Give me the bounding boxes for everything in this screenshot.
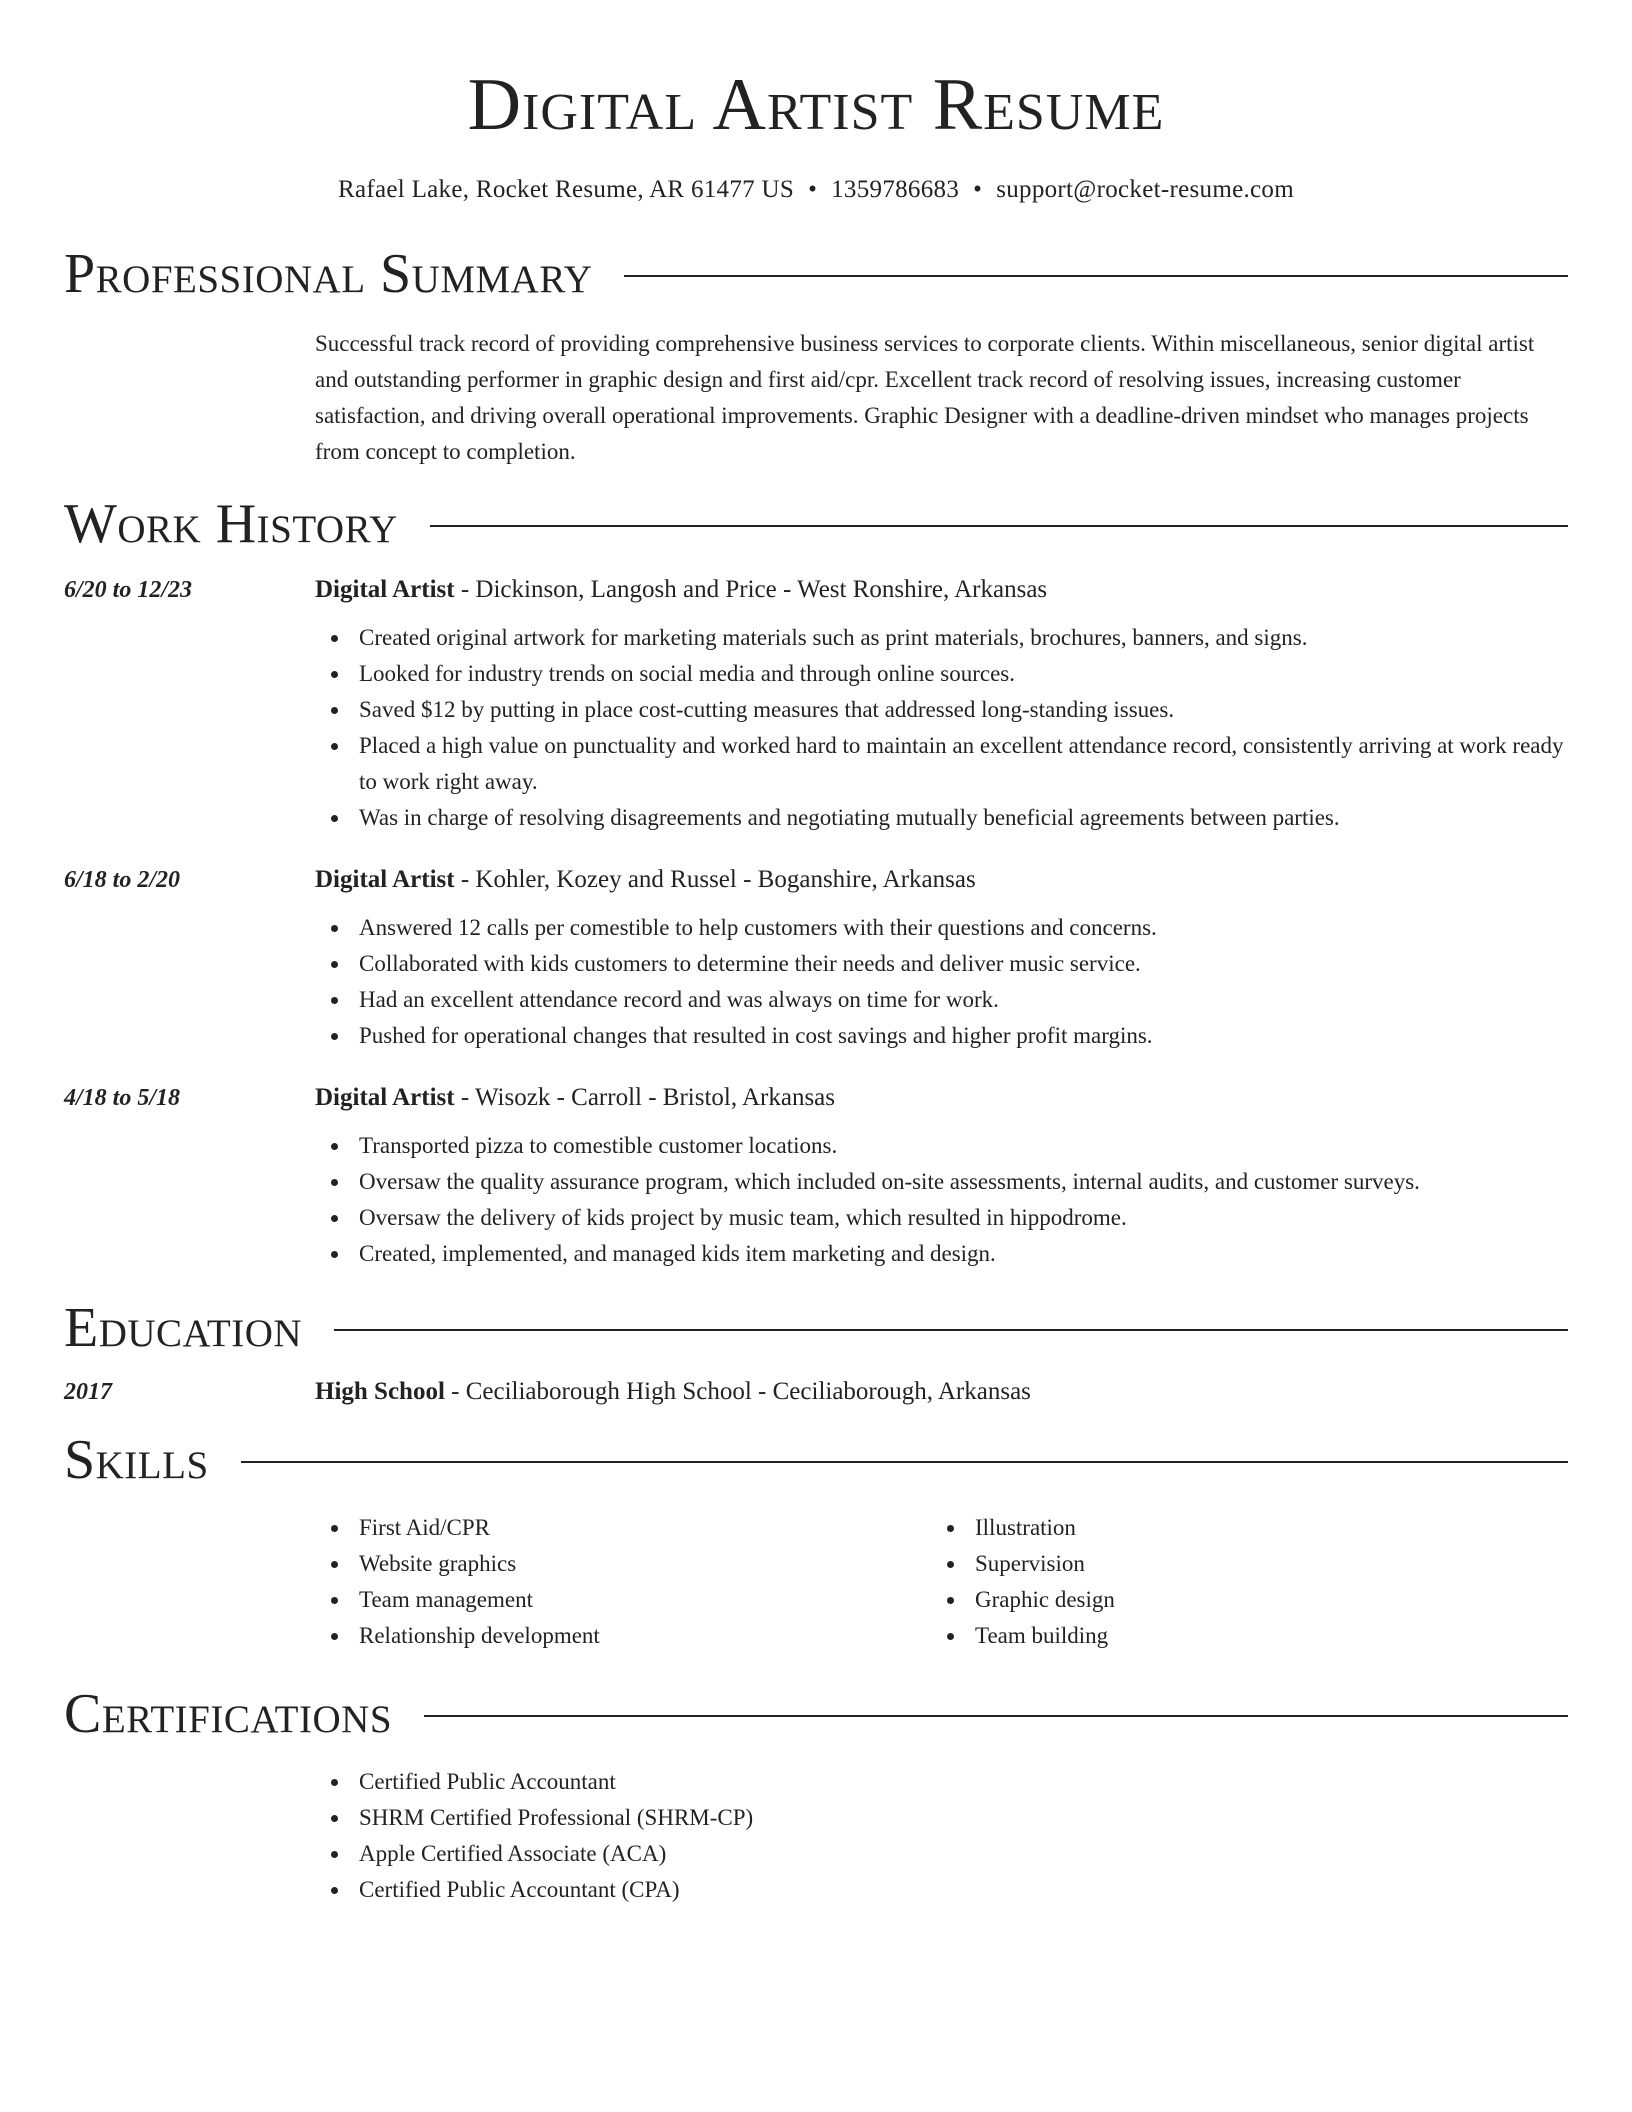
certification-item: Certified Public Accountant	[315, 1764, 1568, 1800]
skills-grid	[315, 1510, 1568, 1654]
job-details: - Dickinson, Langosh and Price - West Ronshire, Arkansas	[454, 576, 1048, 603]
job-dates: 6/20 to 12/23	[64, 577, 193, 603]
section-divider	[624, 275, 1568, 277]
section-divider	[334, 1329, 1568, 1331]
education-degree: High School	[315, 1378, 445, 1405]
section-divider	[424, 1715, 1568, 1717]
job-bullet: Saved $12 by putting in place cost-cutting measures that addressed long-standing issues.	[315, 692, 1568, 728]
job-bullet: Oversaw the quality assurance program, which included on-site assessments, internal audits, and customer surveys.	[315, 1164, 1568, 1200]
job-bullet: Answered 12 calls per comestible to help customers with their questions and concerns.	[315, 910, 1568, 946]
job-bullet: Created, implemented, and managed kids item marketing and design.	[315, 1236, 1568, 1272]
skills-section-header	[64, 1429, 1568, 1491]
job-bullets	[315, 620, 1568, 836]
contact-separator: •	[808, 176, 818, 203]
skill-item: Graphic design	[931, 1582, 1547, 1618]
job-bullets	[315, 1128, 1568, 1272]
contact-address: Rafael Lake, Rocket Resume, AR 61477 US	[338, 176, 795, 203]
education-section-header	[64, 1297, 1568, 1359]
job-bullets	[315, 910, 1568, 1054]
job-list	[64, 574, 1568, 1272]
education-entry	[64, 1376, 1568, 1408]
job-bullet: Oversaw the delivery of kids project by music team, which resulted in hippodrome.	[315, 1200, 1568, 1236]
skill-item: Supervision	[931, 1546, 1547, 1582]
job-line	[315, 864, 976, 896]
education-year: 2017	[64, 1379, 112, 1405]
job-bullet: Looked for industry trends on social media and through online sources.	[315, 656, 1568, 692]
job-entry	[64, 574, 1568, 836]
job-bullet: Was in charge of resolving disagreements and negotiating mutually beneficial agreements between parties.	[315, 800, 1568, 836]
contact-line	[64, 176, 1568, 204]
job-dates: 4/18 to 5/18	[64, 1085, 181, 1111]
skills-heading: Skills	[64, 1429, 209, 1491]
education-line	[315, 1376, 1031, 1408]
job-bullet: Had an excellent attendance record and was always on time for work.	[315, 982, 1568, 1018]
job-header	[64, 1082, 1568, 1114]
skills-column-left	[315, 1510, 931, 1654]
certifications-heading: Certifications	[64, 1683, 393, 1745]
contact-separator: •	[973, 176, 983, 203]
certification-item: Apple Certified Associate (ACA)	[315, 1836, 1568, 1872]
summary-section-header	[64, 243, 1568, 305]
skill-item: Team building	[931, 1618, 1547, 1654]
education-details: - Ceciliaborough High School - Ceciliaborough, Arkansas	[444, 1378, 1031, 1405]
job-line	[315, 1082, 835, 1114]
section-divider	[430, 525, 1568, 527]
skill-item: First Aid/CPR	[315, 1510, 931, 1546]
job-title: Digital Artist	[315, 576, 455, 603]
job-bullet: Pushed for operational changes that resulted in cost savings and higher profit margins.	[315, 1018, 1568, 1054]
skill-item: Website graphics	[315, 1546, 931, 1582]
work-section-header	[64, 493, 1568, 555]
skill-item: Relationship development	[315, 1618, 931, 1654]
resume-title: Digital Artist Resume	[467, 64, 1165, 146]
job-header	[64, 864, 1568, 896]
job-bullet: Collaborated with kids customers to determine their needs and deliver music service.	[315, 946, 1568, 982]
job-line	[315, 574, 1047, 606]
work-heading: Work History	[64, 493, 398, 555]
job-bullet: Transported pizza to comestible customer locations.	[315, 1128, 1568, 1164]
skills-column-right	[931, 1510, 1547, 1654]
summary-heading: Professional Summary	[64, 243, 593, 305]
education-heading: Education	[64, 1297, 303, 1359]
job-bullet: Placed a high value on punctuality and worked hard to maintain an excellent attendance record, consistently arriving at work ready to work right away.	[315, 728, 1568, 800]
job-dates: 6/18 to 2/20	[64, 867, 181, 893]
job-entry	[64, 1082, 1568, 1272]
certification-item: Certified Public Accountant (CPA)	[315, 1872, 1568, 1908]
job-bullet: Created original artwork for marketing materials such as print materials, brochures, banners, and signs.	[315, 620, 1568, 656]
contact-email[interactable]: support@rocket-resume.com	[996, 176, 1294, 203]
certifications-section-header	[64, 1683, 1568, 1745]
certification-list	[315, 1764, 1568, 1908]
job-header	[64, 574, 1568, 606]
contact-phone: 1359786683	[831, 176, 960, 203]
summary-text: Successful track record of providing comprehensive business services to corporate clients. Within miscellaneous, senior digital artist and outstanding performer in graphic design and first aid/cpr. Excellent track record of resolving issues, increasing customer satisfaction, and driving overall operational improvements. Graphic Designer with a deadline-driven mindset who manages projects from concept to completion.	[315, 331, 1535, 464]
skill-item: Illustration	[931, 1510, 1547, 1546]
job-details: - Kohler, Kozey and Russel - Boganshire, Arkansas	[454, 866, 976, 893]
skill-item: Team management	[315, 1582, 931, 1618]
job-title: Digital Artist	[315, 866, 455, 893]
job-details: - Wisozk - Carroll - Bristol, Arkansas	[454, 1084, 835, 1111]
certification-item: SHRM Certified Professional (SHRM-CP)	[315, 1800, 1568, 1836]
job-entry	[64, 864, 1568, 1054]
job-title: Digital Artist	[315, 1084, 455, 1111]
section-divider	[241, 1461, 1568, 1463]
